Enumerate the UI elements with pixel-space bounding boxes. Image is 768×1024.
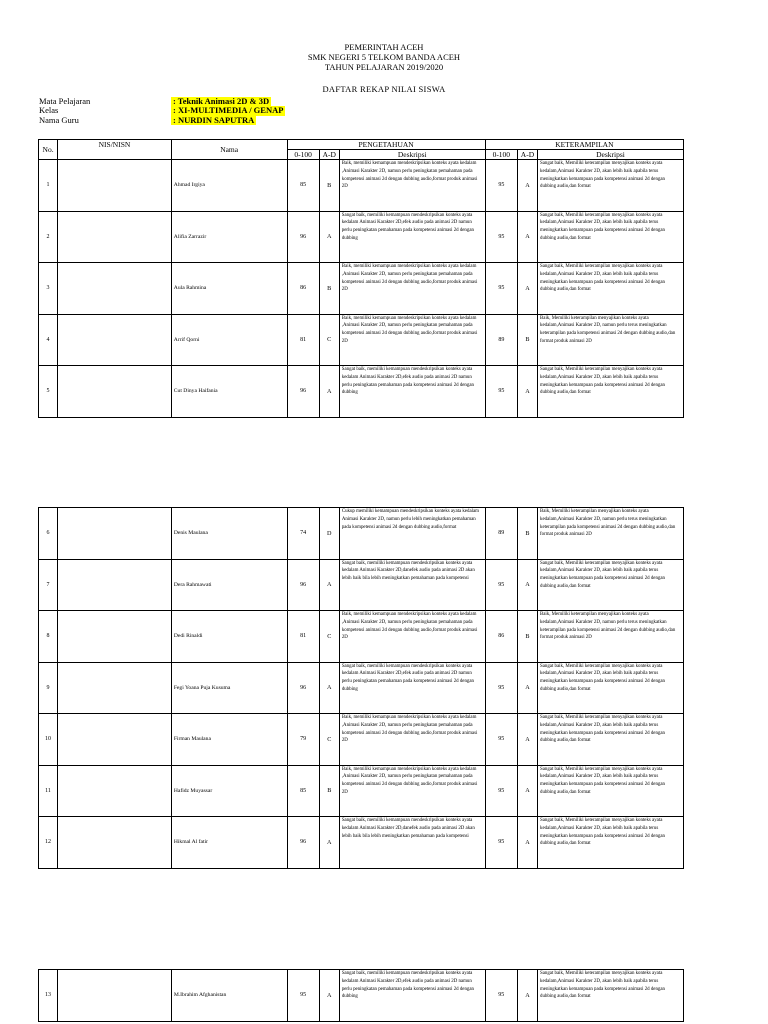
pengetahuan-grade: A [319,970,339,1022]
keterampilan-description [538,160,684,212]
table-row [39,211,684,263]
col-k-score: 0-100 [485,150,517,160]
pengetahuan-grade: A [319,366,339,418]
row-nis [58,662,172,714]
row-number: 10 [39,714,58,766]
teacher-label: Nama Guru [39,114,79,125]
student-name: Firman Maulana [171,714,287,766]
table-row [39,765,684,817]
class-value: : XI-MULTIMEDIA / GENAP [173,105,284,116]
pengetahuan-score: 79 [287,714,319,766]
keterampilan-description-text: Sangat baik, Memiliki keterampilan menyajikan konteks ayata kedalam,Animasi Karakter 2D, akan lebih baik apabila terus meningkatkan kemampuan pada kompetensi animasi 2d dengan dubbing audio,dan format [540,818,665,847]
keterampilan-grade: A [517,263,537,315]
keterampilan-description [538,211,684,263]
row-number: 2 [39,211,58,263]
row-nis [58,314,172,366]
col-nis: NIS/NISN [58,140,172,160]
student-name: Dedi Rinaldi [171,611,287,663]
student-name: Hafidz Muyassar [171,765,287,817]
pengetahuan-description [339,314,485,366]
keterampilan-description-text: Baik, Memiliki keterampilan menyajikan konteks ayata kedalam,Animasi Karakter 2D, namun perlu terus meningkatkan keterampilan pada kompetensi animasi 2d dengan dubbing audio,dan format produk animasi 2D [540,612,676,641]
row-nis [58,211,172,263]
pengetahuan-score: 96 [287,662,319,714]
pengetahuan-description-text: Baik, memiliki kemampuan mendeskripsikan konteks ayata kedalam ,Animasi Karakter 2D, namun perlu peningkatan pemahaman pada kompetensi animasi 2d dengan dubbing audio,format produk animasi 2D [341,612,478,641]
table-row [39,263,684,315]
meta-block [39,97,285,125]
pengetahuan-score: 85 [287,765,319,817]
col-no: No. [39,140,58,160]
keterampilan-grade: B [517,508,537,560]
subject-value: : Teknik Animasi 2D & 3D [173,96,270,106]
pengetahuan-description-text: Cukup memiliki kemampuan mendeskripsikan konteks ayata kedalam Animasi Karakter 2D, namun perlu lebih meningkatkan pemahaman pada kompetensi animasi 2d dengan dubbing audio,format [341,509,479,530]
keterampilan-description [538,263,684,315]
pengetahuan-description-text: Sangat baik, memiliki kemampuan mendeskripsikan konteks ayata kedalam Animasi Karakter 2D,danefek audio pada animasi 2D akan lebih baik bila lebih meningkatkan pemahaman pada kompetensi [341,560,475,582]
keterampilan-grade: A [517,211,537,263]
keterampilan-score: 95 [485,970,517,1022]
table-row [39,817,684,869]
pengetahuan-grade: B [319,263,339,315]
keterampilan-grade: A [517,662,537,714]
table-row [39,662,684,714]
pengetahuan-description [339,160,485,212]
keterampilan-grade: A [517,817,537,869]
row-nis [58,508,172,560]
row-number: 1 [39,160,58,212]
table-row [39,970,684,1022]
row-number: 3 [39,263,58,315]
pengetahuan-grade: A [319,662,339,714]
student-name: Denis Maulana [171,508,287,560]
row-nis [58,263,172,315]
student-name: Alifia Zarrazir [171,211,287,263]
row-number: 11 [39,765,58,817]
pengetahuan-description [339,662,485,714]
keterampilan-description [538,508,684,560]
pengetahuan-description [339,211,485,263]
subject-label: Mata Pelajaran [39,96,91,106]
student-name: Fegi Yoana Puja Kusuma [171,662,287,714]
keterampilan-grade: A [517,559,537,611]
keterampilan-score: 95 [485,160,517,212]
keterampilan-description [538,765,684,817]
row-nis [58,714,172,766]
grade-table-section-2 [38,507,684,869]
student-name: Dera Rahmawati [171,559,287,611]
table-row [39,714,684,766]
pengetahuan-description [339,263,485,315]
col-k-grade: A-D [517,150,537,160]
keterampilan-description-text: Sangat baik, Memiliki keterampilan menyajikan konteks ayata kedalam,Animasi Karakter 2D, akan lebih baik apabila terus meningkatkan kemampuan pada kompetensi animasi 2d dengan dubbing audio,dan format [540,971,665,1000]
keterampilan-description [538,662,684,714]
school-name: SMK NEGERI 5 TELKOM BANDA ACEH [307,52,461,62]
pengetahuan-grade: D [319,508,339,560]
row-nis [58,366,172,418]
row-nis [58,160,172,212]
table-row [39,366,684,418]
row-number: 9 [39,662,58,714]
col-pengetahuan: PENGETAHUAN [287,140,485,150]
pengetahuan-description-text: Sangat baik, memiliki kemampuan mendeskripsikan konteks ayata kedalam Animasi Karakter 2D,efek audio pada animasi 2D namun perlu peningkatan pemahaman pada kompetensi animasi 2d dengan dubbing [341,212,474,241]
keterampilan-description-text: Baik, Memiliki keterampilan menyajikan konteks ayata kedalam,Animasi Karakter 2D, namun perlu terus meningkatkan keterampilan pada kompetensi animasi 2d dengan dubbing audio,dan format produk animasi 2D [540,509,676,538]
keterampilan-score: 95 [485,559,517,611]
keterampilan-grade: A [517,714,537,766]
keterampilan-grade: B [517,611,537,663]
pengetahuan-score: 96 [287,366,319,418]
pengetahuan-grade: A [319,211,339,263]
pengetahuan-score: 81 [287,611,319,663]
pengetahuan-description-text: Sangat baik, memiliki kemampuan mendeskripsikan konteks ayata kedalam Animasi Karakter 2D,efek audio pada animasi 2D namun perlu peningkatan pemahaman pada kompetensi animasi 2d dengan dubbing [341,663,474,692]
pengetahuan-description [339,714,485,766]
row-nis [58,817,172,869]
table-row [39,611,684,663]
grade-table-section-1 [38,139,684,418]
teacher-value: : NURDIN SAPUTRA [173,114,255,125]
keterampilan-score: 95 [485,714,517,766]
table-row [39,508,684,560]
pengetahuan-grade: C [319,314,339,366]
class-label: Kelas [39,105,59,116]
pengetahuan-description [339,366,485,418]
keterampilan-score: 95 [485,263,517,315]
pengetahuan-score: 96 [287,211,319,263]
pengetahuan-score: 95 [287,970,319,1022]
grade-table-section-3 [38,969,684,1022]
pengetahuan-description [339,559,485,611]
row-number: 6 [39,508,58,560]
keterampilan-description [538,559,684,611]
student-name: Hikmal Al fatir [171,817,287,869]
row-nis [58,765,172,817]
pengetahuan-description-text: Baik, memiliki kemampuan mendeskripsikan konteks ayata kedalam ,Animasi Karakter 2D, namun perlu peningkatan pemahaman pada kompetensi animasi 2d dengan dubbing audio,format produk animasi 2D [341,264,478,293]
keterampilan-grade: A [517,366,537,418]
row-nis [58,611,172,663]
pengetahuan-score: 81 [287,314,319,366]
keterampilan-grade: A [517,765,537,817]
pengetahuan-score: 85 [287,160,319,212]
col-p-desk: Deskripsi [339,150,485,160]
keterampilan-grade: A [517,160,537,212]
student-name: Ahmad Irgiya [171,160,287,212]
keterampilan-description-text: Sangat baik, Memiliki keterampilan menyajikan konteks ayata kedalam,Animasi Karakter 2D, akan lebih baik apabila terus meningkatkan kemampuan pada kompetensi animasi 2d dengan dubbing audio,dan format [540,560,665,589]
pengetahuan-grade: B [319,160,339,212]
keterampilan-description-text: Sangat baik, Memiliki keterampilan menyajikan konteks ayata kedalam,Animasi Karakter 2D, akan lebih baik apabila terus meningkatkan kemampuan pada kompetensi animasi 2d dengan dubbing audio,dan format [540,663,665,692]
pengetahuan-description-text: Baik, memiliki kemampuan mendeskripsikan konteks ayata kedalam ,Animasi Karakter 2D, namun perlu peningkatan pemahaman pada kompetensi animasi 2d dengan dubbing audio,format produk animasi 2D [341,766,478,795]
document-title: DAFTAR REKAP NILAI SISWA [322,84,446,94]
pengetahuan-score: 96 [287,559,319,611]
row-number: 8 [39,611,58,663]
student-name: Cut Dinya Haifania [171,366,287,418]
keterampilan-score: 86 [485,611,517,663]
col-keterampilan: KETERAMPILAN [485,140,683,150]
keterampilan-score: 95 [485,817,517,869]
keterampilan-description-text: Sangat baik, Memiliki keterampilan menyajikan konteks ayata kedalam,Animasi Karakter 2D, akan lebih baik apabila terus meningkatkan kemampuan pada kompetensi animasi 2d dengan dubbing audio,dan format [540,715,665,744]
row-number: 7 [39,559,58,611]
pengetahuan-description [339,765,485,817]
keterampilan-description-text: Sangat baik, Memiliki keterampilan menyajikan konteks ayata kedalam,Animasi Karakter 2D, akan lebih baik apabila terus meningkatkan kemampuan pada kompetensi animasi 2d dengan dubbing audio,dan format [540,766,665,795]
row-number: 4 [39,314,58,366]
keterampilan-score: 95 [485,211,517,263]
table-row [39,559,684,611]
pengetahuan-description-text: Sangat baik, memiliki kemampuan mendeskripsikan konteks ayata kedalam Animasi Karakter 2D,efek audio pada animasi 2D namun perlu peningkatan pemahaman pada kompetensi animasi 2d dengan dubbing [341,971,474,1000]
pengetahuan-description-text: Baik, memiliki kemampuan mendeskripsikan konteks ayata kedalam ,Animasi Karakter 2D, namun perlu peningkatan pemahaman pada kompetensi animasi 2d dengan dubbing audio,format produk animasi 2D [341,715,478,744]
keterampilan-description-text: Sangat baik, Memiliki keterampilan menyajikan konteks ayata kedalam,Animasi Karakter 2D, akan lebih baik apabila terus meningkatkan kemampuan pada kompetensi animasi 2d dengan dubbing audio,dan format [540,264,665,293]
keterampilan-description-text: Sangat baik, Memiliki keterampilan menyajikan konteks ayata kedalam,Animasi Karakter 2D, akan lebih baik apabila terus meningkatkan kemampuan pada kompetensi animasi 2d dengan dubbing audio,dan format [540,161,665,190]
gov-title: PEMERINTAH ACEH [344,42,424,52]
keterampilan-grade: A [517,970,537,1022]
keterampilan-score: 95 [485,366,517,418]
col-k-desk: Deskripsi [538,150,684,160]
student-name: Aula Rahmina [171,263,287,315]
pengetahuan-description [339,611,485,663]
pengetahuan-grade: C [319,714,339,766]
pengetahuan-grade: A [319,559,339,611]
keterampilan-description [538,970,684,1022]
pengetahuan-description-text: Sangat baik, memiliki kemampuan mendeskripsikan konteks ayata kedalam Animasi Karakter 2D,efek audio pada animasi 2D namun perlu peningkatan pemahaman pada kompetensi animasi 2d dengan dubbing [341,367,474,396]
table-row [39,160,684,212]
col-p-grade: A-D [319,150,339,160]
keterampilan-description-text: Baik, Memiliki keterampilan menyajikan konteks ayata kedalam,Animasi Karakter 2D, namun perlu terus meningkatkan keterampilan pada kompetensi animasi 2d dengan dubbing audio,dan format produk animasi 2D [540,315,676,344]
row-nis [58,970,172,1022]
keterampilan-score: 89 [485,314,517,366]
pengetahuan-grade: B [319,765,339,817]
pengetahuan-description-text: Baik, memiliki kemampuan mendeskripsikan konteks ayata kedalam ,Animasi Karakter 2D, namun perlu peningkatan pemahaman pada kompetensi animasi 2d dengan dubbing audio,format produk animasi 2D [341,161,478,190]
pengetahuan-description-text: Sangat baik, memiliki kemampuan mendeskripsikan konteks ayata kedalam Animasi Karakter 2D,danefek audio pada animasi 2D akan lebih baik bila lebih meningkatkan pemahaman pada kompetensi [341,818,475,839]
keterampilan-description [538,714,684,766]
keterampilan-score: 95 [485,662,517,714]
row-number: 5 [39,366,58,418]
pengetahuan-score: 86 [287,263,319,315]
keterampilan-score: 95 [485,765,517,817]
pengetahuan-description-text: Baik, memiliki kemampuan mendeskripsikan konteks ayata kedalam ,Animasi Karakter 2D, namun perlu peningkatan pemahaman pada kompetensi animasi 2d dengan dubbing audio,format produk animasi 2D [341,315,478,344]
pengetahuan-score: 96 [287,817,319,869]
keterampilan-description-text: Sangat baik, Memiliki keterampilan menyajikan konteks ayata kedalam,Animasi Karakter 2D, akan lebih baik apabila terus meningkatkan kemampuan pada kompetensi animasi 2d dengan dubbing audio,dan format [540,212,665,241]
school-year: TAHUN PELAJARAN 2019/2020 [324,62,444,72]
keterampilan-description [538,314,684,366]
row-nis [58,559,172,611]
pengetahuan-score: 74 [287,508,319,560]
row-number: 13 [39,970,58,1022]
keterampilan-grade: B [517,314,537,366]
pengetahuan-description [339,817,485,869]
pengetahuan-grade: C [319,611,339,663]
student-name: M.Ibrahim Afghanistan [171,970,287,1022]
keterampilan-description [538,817,684,869]
keterampilan-description [538,611,684,663]
col-p-score: 0-100 [287,150,319,160]
col-nama: Nama [171,140,287,160]
keterampilan-score: 89 [485,508,517,560]
row-number: 12 [39,817,58,869]
pengetahuan-grade: A [319,817,339,869]
pengetahuan-description [339,970,485,1022]
table-row [39,314,684,366]
pengetahuan-description [339,508,485,560]
keterampilan-description-text: Sangat baik, Memiliki keterampilan menyajikan konteks ayata kedalam,Animasi Karakter 2D, akan lebih baik apabila terus meningkatkan kemampuan pada kompetensi animasi 2d dengan dubbing audio,dan format [540,367,665,396]
student-name: Arrif Qorni [171,314,287,366]
keterampilan-description [538,366,684,418]
